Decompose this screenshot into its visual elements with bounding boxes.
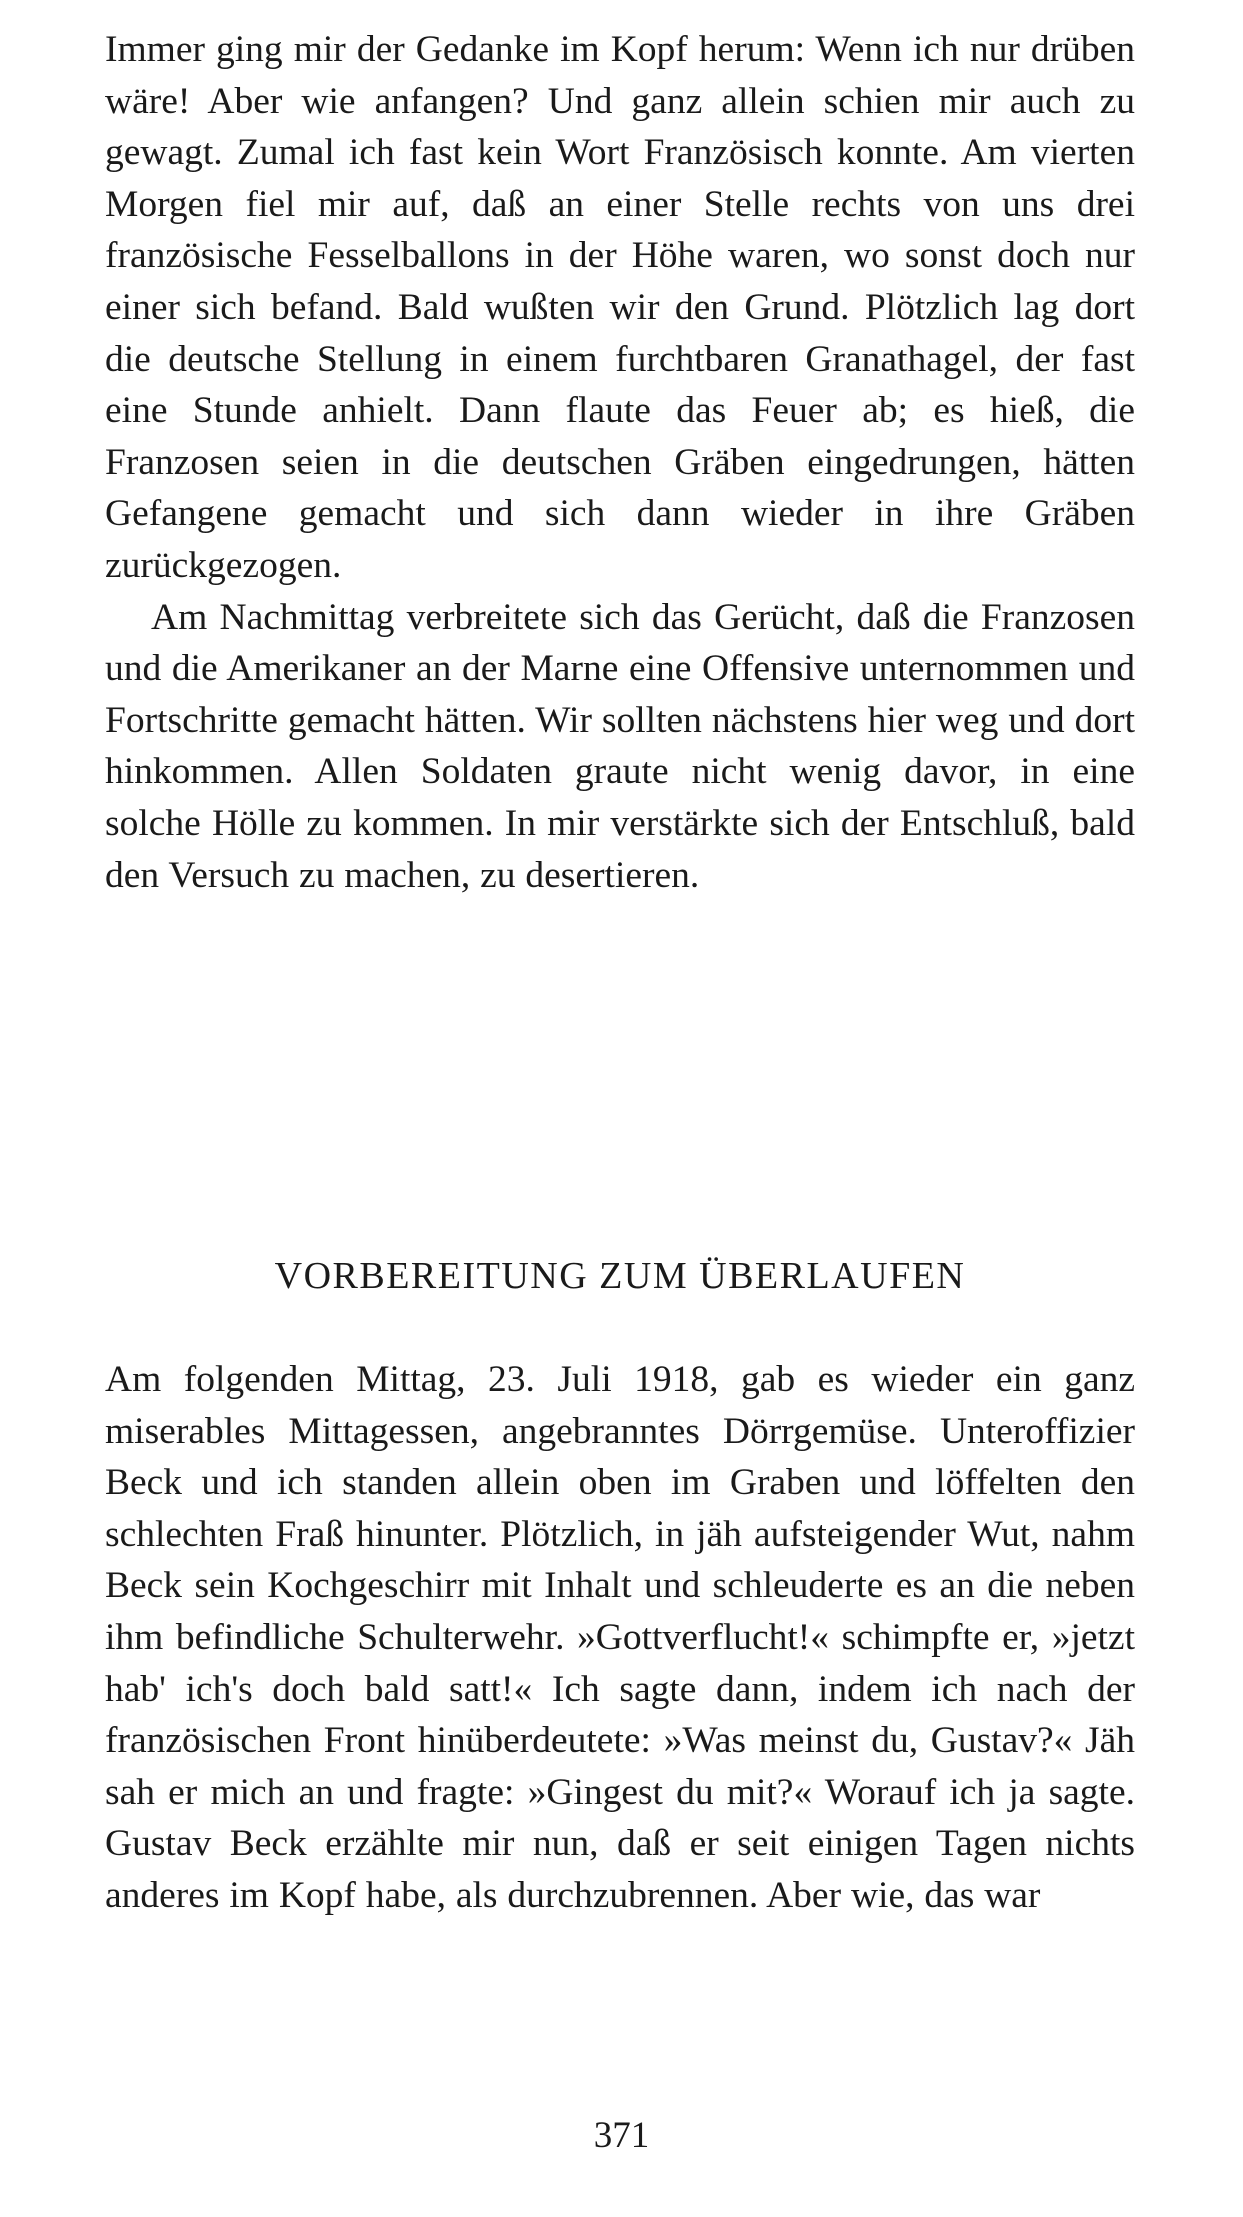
paragraph: Am Nachmittag verbreitete sich das Gerücht, daß die Franzosen und die Amerikaner an der Marne eine Offensive unternommen und Fortschritte gemacht hätten. Wir sollten nächstens hier weg und dort hinkommen. Allen Soldaten graute nicht wenig davor, in eine solche Hölle zu kommen. In mir verstärkte sich der Entschluß, bald den Versuch zu machen, zu desertieren. [105, 596, 1135, 896]
body-text-bottom [105, 1354, 1135, 1922]
page-number: 371 [593, 2115, 650, 2156]
paragraph: Am folgenden Mittag, 23. Juli 1918, gab es wieder ein ganz miserables Mittagessen, angebranntes Dörrgemüse. Unteroffizier Beck und ich standen allein oben im Graben und löffelten den schlechten Fraß hinunter. Plötzlich, in jäh aufsteigender Wut, nahm Beck sein Kochgeschirr mit Inhalt und schleuderte es an die neben ihm befindliche Schulterwehr. »Gottverflucht!« schimpfte er, »jetzt hab' ich's doch bald satt!« Ich sagte dann, indem ich nach der französischen Front hinüberdeutete: »Was meinst du, Gustav?« Jäh sah er mich an und fragte: »Gingest du mit?« Worauf ich ja sagte. Gustav Beck erzählte mir nun, daß er seit einigen Tagen nichts anderes im Kopf habe, als durchzubrennen. Aber wie, das war [105, 1359, 1135, 1916]
body-text-top [105, 24, 1135, 901]
section-heading: VORBEREITUNG ZUM ÜBERLAUFEN [274, 1255, 966, 1297]
paragraph: Immer ging mir der Gedanke im Kopf herum: Wenn ich nur drüben wäre! Aber wie anfangen? Und ganz allein schien mir auch zu gewagt. Zumal ich fast kein Wort Französisch konnte. Am vierten Morgen fiel mir auf, daß an einer Stelle rechts von uns drei französische Fesselballons in der Höhe waren, wo sonst doch nur einer sich befand. Bald wußten wir den Grund. Plötzlich lag dort die deutsche Stellung in einem furchtbaren Granathagel, der fast eine Stunde anhielt. Dann flaute das Feuer ab; es hieß, die Franzosen seien in die deutschen Gräben eingedrungen, hätten Gefangene gemacht und sich dann wieder in ihre Gräben zurückgezogen. [105, 29, 1135, 586]
